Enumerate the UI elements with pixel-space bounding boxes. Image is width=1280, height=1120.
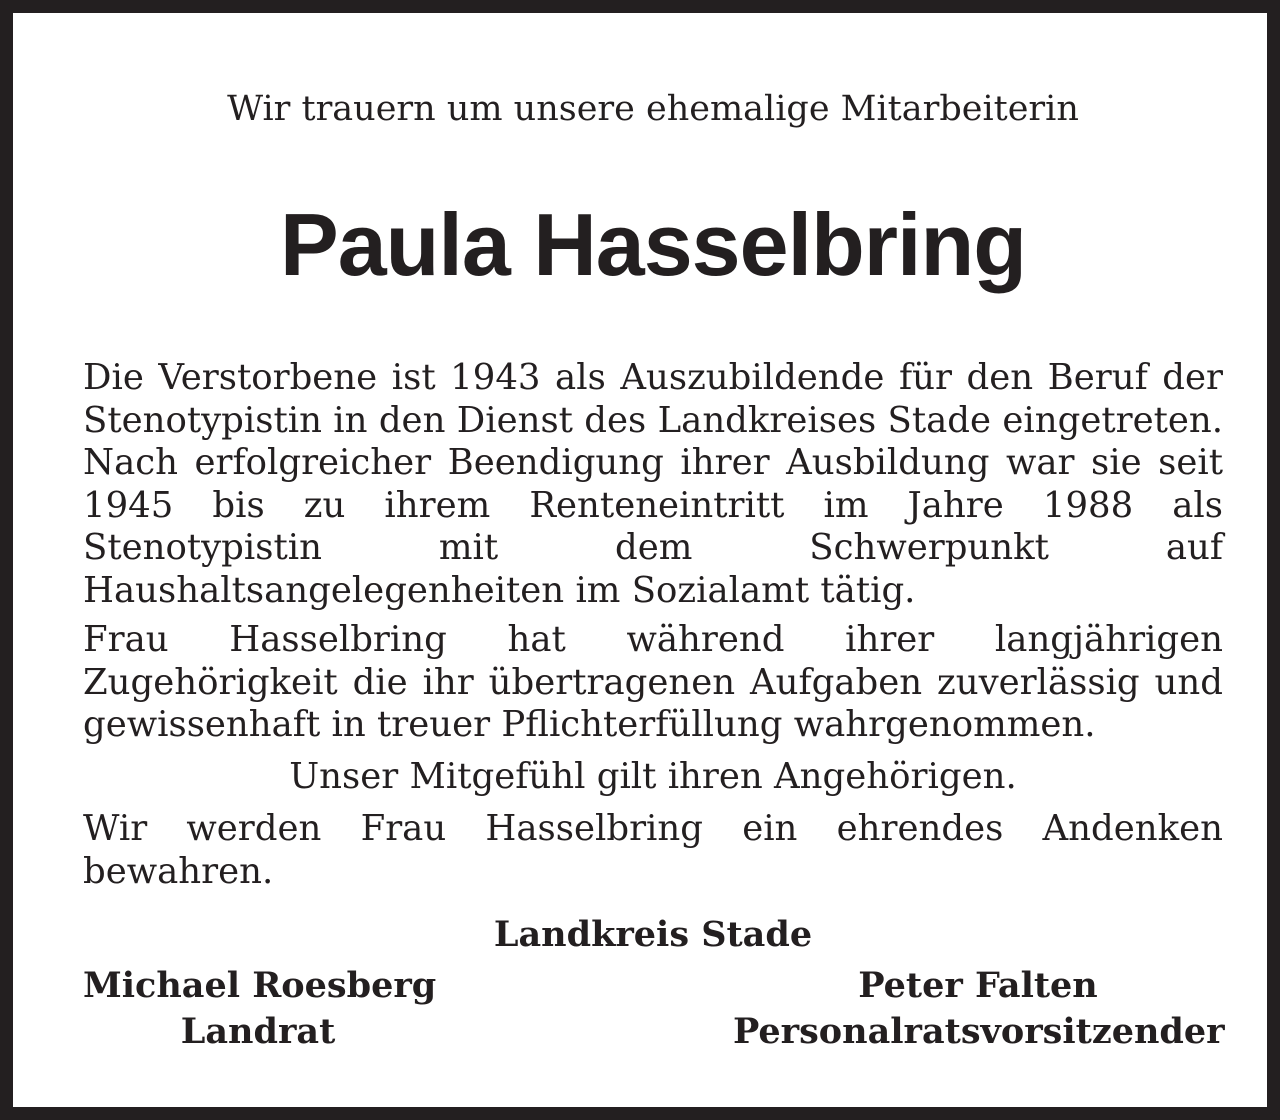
signatory-role: Landrat (180, 1011, 336, 1052)
signatory-left (83, 963, 437, 1055)
paragraph-career: Die Verstorbene ist 1943 als Auszubildende für den Beruf der Stenotypistin in den Dienst des Landkreises Stade eingetreten. Nach erfolgreicher Beendigung ihrer Ausbildung war sie seit 1945 bis zu ihrem Renteneintritt im Jahre 1988 als Stenotypistin mit dem Schwerpunkt auf Haushaltsangelegenheiten im Sozialamt tätig. (83, 357, 1223, 611)
signatory-name: Michael Roesberg (83, 965, 437, 1006)
organization-name: Landkreis Stade (493, 914, 813, 955)
paragraph-tribute: Frau Hasselbring hat während ihrer langjährigen Zugehörigkeit die ihr übertragenen Aufgaben zuverlässig und gewissenhaft in treuer Pflichterfüllung wahrgenommen. (83, 619, 1223, 745)
paragraph-condolence: Unser Mitgefühl gilt ihren Angehörigen. (289, 756, 1017, 797)
notice-intro: Wir trauern um unsere ehemalige Mitarbeiterin (227, 89, 1079, 129)
paragraph-remembrance: Wir werden Frau Hasselbring ein ehrendes Andenken bewahren. (83, 808, 1223, 892)
signatory-right (733, 963, 1223, 1055)
signatory-role: Personalratsvorsitzender (733, 1011, 1225, 1052)
signatory-name: Peter Falten (858, 965, 1098, 1006)
deceased-name: Paula Hasselbring (280, 195, 1026, 294)
